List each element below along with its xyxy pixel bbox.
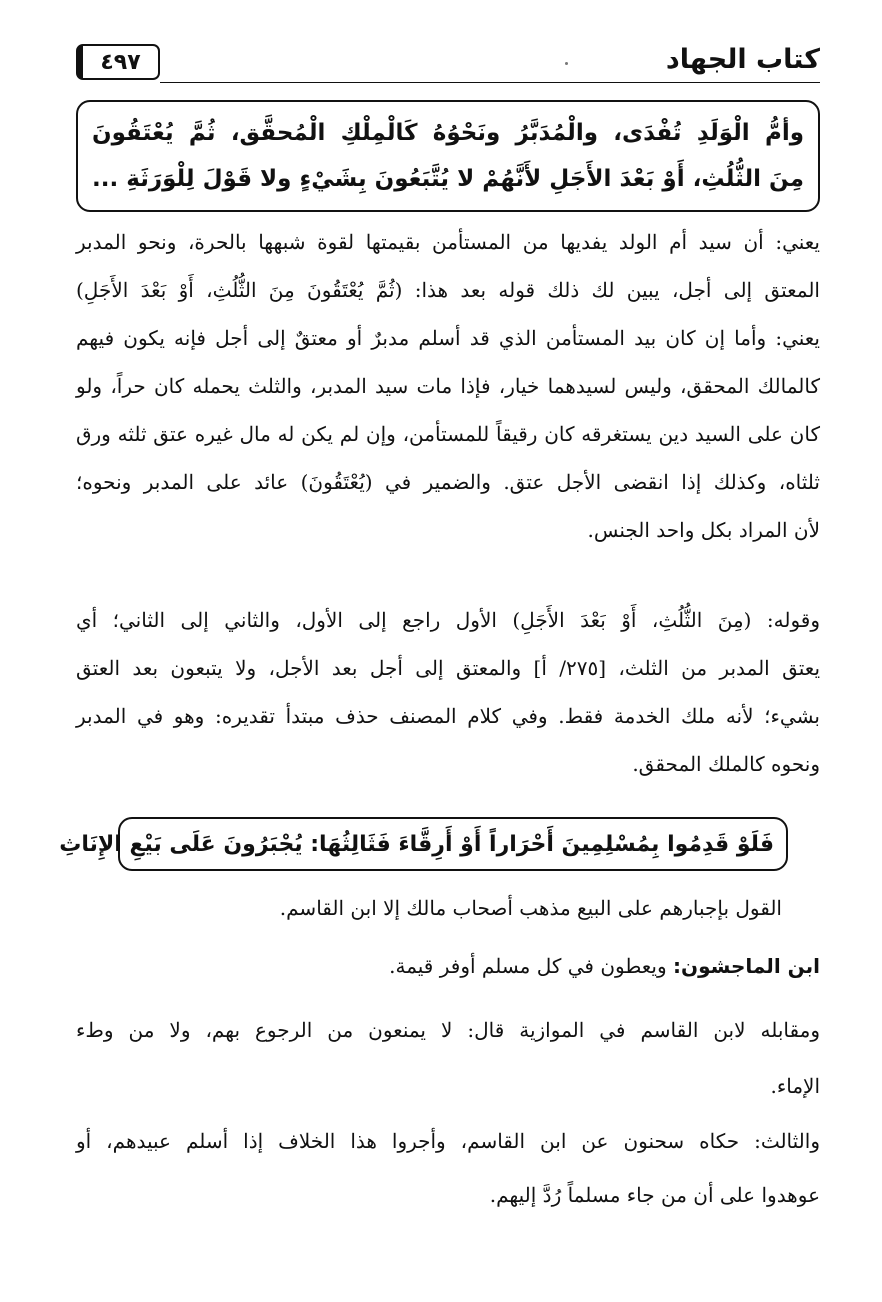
header-rule: [160, 82, 820, 83]
commentary-2-line-4: ونحوه كالملك المحقق.: [632, 752, 820, 776]
commentary-1-line-1: يعني: أن سيد أم الولد يفديها من المستأمن بقيمتها لقوة شبهها بالحرة، ونحو المدبر: [76, 230, 820, 254]
commentary-paragraph-3: [82, 884, 782, 932]
commentary-1-line-3: يعني: وأما إن كان بيد المستأمن الذي قد أسلم مدبرٌ أو معتقٌ إلى أجل فإنه يكون فيهم: [76, 326, 820, 350]
commentary-1-line-2: المعتق إلى أجل، يبين لك ذلك قوله بعد هذا: (ثُمَّ يُعْتَقُونَ مِنَ الثُّلُثِ، أَوْ بَعْدَ الأَجَلِ): [76, 278, 820, 302]
commentary-2-line-1: وقوله: (مِنَ الثُّلُثِ، أَوْ بَعْدَ الأَجَلِ) الأول راجع إلى الأول، والثاني إلى الثاني؛ أي: [76, 608, 820, 632]
matn-2-line-1: فَلَوْ قَدِمُوا بِمُسْلِمِينَ أَحْرَاراً أَوْ أَرِقَّاءَ فَثَالِثُهَا: يُجْبَرُونَ عَلَى بَيْعِ الإِنَاثِ: [59, 832, 774, 857]
commentary-4-line-1: [76, 942, 820, 990]
commentary-paragraph-6: [76, 1114, 820, 1222]
commentary-2-line-3: بشيء؛ لأنه ملك الخدمة فقط. وفي كلام المصنف حذف مبتدأ تقديره: وهو في المدبر: [76, 704, 820, 728]
commentary-6-line-2: عوهدوا على أن من جاء مسلماً رُدَّ إليهم.: [489, 1183, 820, 1207]
cited-scholar-text: ويعطون في كل مسلم أوفر قيمة.: [389, 954, 674, 978]
page-number-text: ٤٩٧: [100, 49, 141, 75]
page-header: [76, 40, 820, 86]
commentary-1-line-7: لأن المراد بكل واحد الجنس.: [587, 518, 820, 542]
matn-box-1: [76, 100, 820, 212]
commentary-5-line-2: الإماء.: [770, 1074, 820, 1098]
commentary-paragraph-2: [76, 596, 820, 788]
commentary-3-line-1: القول بإجبارهم على البيع مذهب أصحاب مالك إلا ابن القاسم.: [279, 896, 782, 920]
commentary-paragraph-1: [76, 218, 820, 554]
commentary-paragraph-5: [76, 1002, 820, 1114]
commentary-1-line-4: كالمالك المحقق، وليس لسيدهما خيار، فإذا مات سيد المدبر، والثلث يحمله كان حراً، ولو: [76, 374, 820, 398]
commentary-6-line-1: والثالث: حكاه سحنون عن ابن القاسم، وأجروا هذا الخلاف إذا أسلم عبيدهم، أو: [76, 1129, 820, 1153]
commentary-5-line-1: ومقابله لابن القاسم في الموازية قال: لا يمنعون من الرجوع بهم، ولا من وطء: [76, 1018, 820, 1042]
matn-1-line-1: وأمُّ الْوَلَدِ تُفْدَى، والْمُدَبَّرُ ونَحْوُهُ كَالْمِلْكِ الْمُحقَّق، ثُمَّ يُعْتَقُونَ: [92, 120, 804, 146]
book-title: كتاب الجهاد: [665, 44, 820, 75]
commentary-1-line-6: ثلثاه، وكذلك إذا انقضى الأجل عتق. والضمير في (يُعْتَقُونَ) عائد على المدبر ونحوه؛: [76, 470, 820, 494]
cited-scholar-label: ابن الماجشون:: [673, 954, 820, 978]
matn-1-line-2: مِنَ الثُّلُثِ، أَوْ بَعْدَ الأَجَلِ لأَنَّهُمْ لا يُتَّبَعُونَ بِشَيْءٍ ولا قَوْلَ لِلْوَرَثَةِ ...: [92, 166, 804, 192]
matn-box-2: [59, 817, 788, 871]
page-number: [76, 44, 160, 80]
commentary-paragraph-4: [76, 942, 820, 990]
commentary-1-line-5: كان على السيد دين يستغرقه كان رقيقاً للمستأمن، وإن لم يكن له مال غيره عتق ثلثه ورق: [76, 422, 820, 446]
commentary-2-line-2: يعتق المدبر من الثلث، [٢٧٥/ أ] والمعتق إلى أجل بعد الأجل، ولا يتبعون بعد العتق: [76, 656, 821, 680]
